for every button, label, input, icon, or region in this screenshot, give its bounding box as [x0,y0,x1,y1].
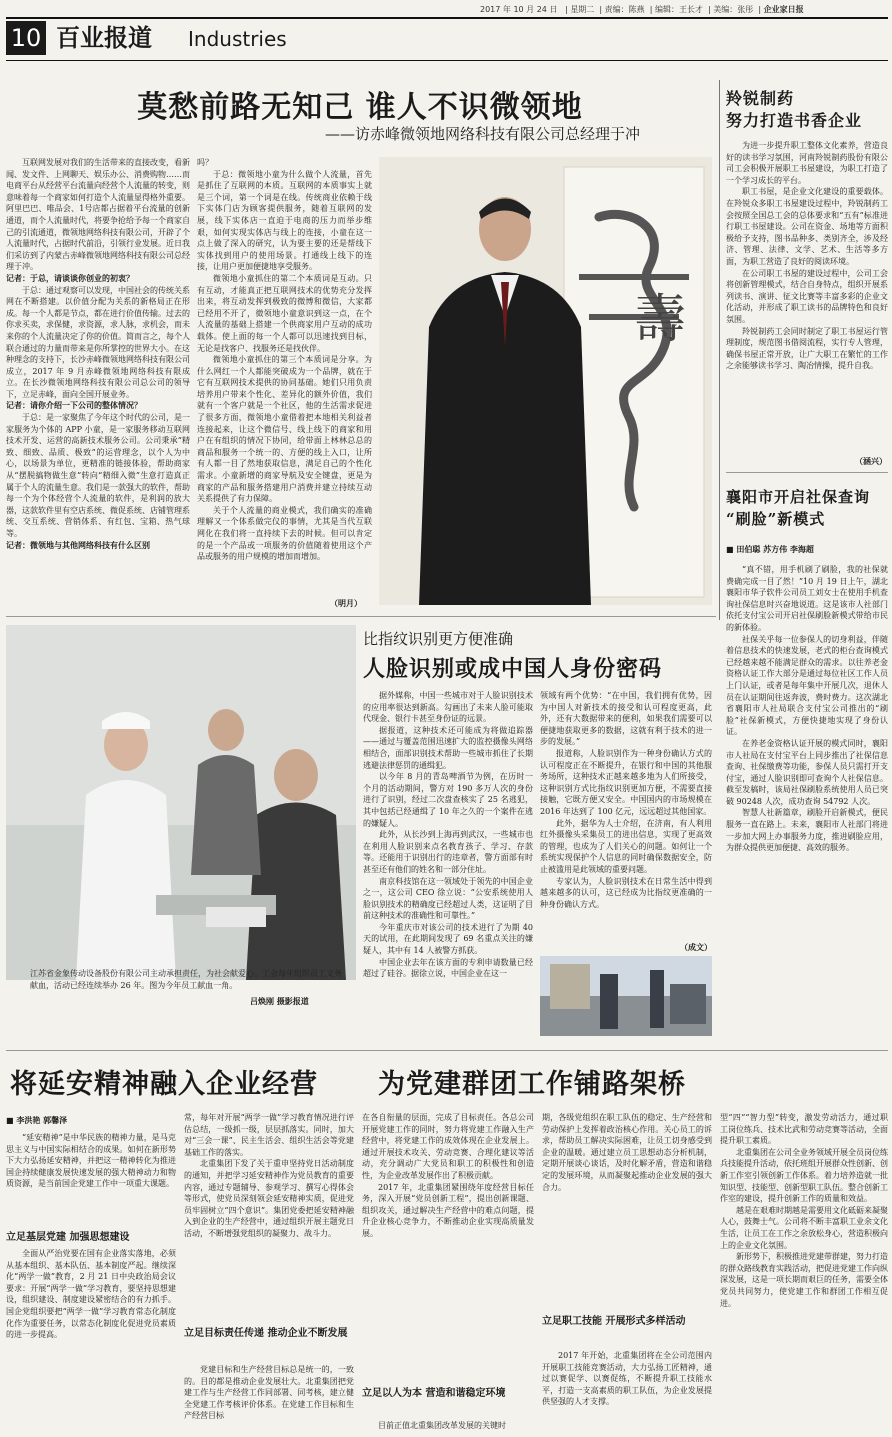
paragraph: 为进一步提升职工整体文化素养，营造良好的读书学习氛围，河南羚锐制药股份有限公司工会积极开展职工书屋建设，为职工打造了一个学习成长的平台。 [726,141,888,185]
paper-name: 企业家日报 [763,5,804,14]
page-number: 10 [6,21,46,55]
blood-donation-illustration [6,625,356,980]
paragraph: 在各自衔量的层面，完成了目标责任。各总公司开展党建工作的同时，努力将党建工作融入生产经营中，将党建工作的成效体现在企业发展上。通过开展技术攻关、劳动竞赛、合理化建议等活动，充分调动广大党员和职工的积极性和创造性，为企业改革发展作出了积极贡献。 [362,1113,534,1180]
article3-col2-body2 [184,1364,354,1434]
article1-source: （明月） [330,598,362,608]
paragraph: 目前正值北重集团改革发展的关键时 [378,1421,506,1430]
article2-source: （成文） [680,942,712,952]
sidebar1-title-line1: 羚锐制药 [726,89,795,108]
paragraph: 微领地小童抓住的第二个本质词是互动。只有互动，才能真正把互联网技术的优势充分发挥出来，将互动发挥到极致的微博和微信，大家都已经用不开了，微领地小童意识到这一点，在个人流量的基础上搭建一个供商家用户互动的成功载体。使上面的每一个人都可以迅速找到目标，无论是找客户、找服务还是找伙伴。 [197,273,372,353]
paragraph: 越是在艰难时期越是需要用文化砥砺来凝聚人心，鼓舞士气。公司将不断丰富职工业余文化生活，让员工在工作之余放松身心，营造积极向上的企业文化氛围。 [720,1205,888,1250]
paragraph: 此外，据华为人士介绍，在济南，有人利用红外摄像头采集员工的进出信息，实现了更高效的管理，也成为了人们关心的问题。如何让一个系统实现保护个人信息的同时确保数据安全，防止被滥用是此领域的重要问题。 [540,818,712,874]
article4-col1-end [362,1420,534,1434]
paragraph: 在公司职工书屋的建设过程中，公司工会将创新管理模式，结合自身特点，组织开展系列读书、演讲、征文比赛等丰富多彩的企业文化活动，并形成了职工读书的品牌特色和良好氛围。 [726,268,888,324]
paragraph: 南京科技馆在这一领域处于领先的中国企业之一，这公司 CEO 徐立说：“公安系统使用人脸识别技术的精确度已经超过人类，这证明了目前这种技术的准确性和可靠性。” [363,876,533,921]
paragraph: 互联网发展对我们的生活带来的直接改变，看新闻、发文件、上网聊天、娱乐办公、消费购物……而电商平台从经营平台流量向经营个人流量的转变，则意味着每一个商家如何打造个人流量显得格外重要。阿里巴巴、唯品会、1号店都占据着平台流量的创新通道，而个人流量时代，将要争抢给予每一个商家自己的引流通道，微领地网络科技有限公司，开辟了个人流量时代，占据时代前沿，引领行业发展。近日我们采访到了内蒙古赤峰微领地网络科技有限公司总经理于冲。 [6,158,190,272]
paragraph: 微领地小童抓住的第三个本质词是分享。为什么网红一个人都能突破成为一个品牌，就在于它有互联网技术提供的协同基础。她们只用负责培养用户带来个性化、差异化的额外价值，我们就有一个客户就是一个社区，他的生活需求促进了很多方面，微领地小童借着把本地相关利益者连接起来，让这个微信号、线上线下的商家和用户在有组织的情况下协同，给带面上林林总总的商品和服务一个统一的、方便的线上入口，让所有人都一目了然地获取信息，满足自己的个性化需求。小童新增的商家导航及安全键盘，更是为商家的产品和服务搭建用户消费并建立持续互动关系提供了有力保障。 [197,355,372,504]
article2-col1 [363,690,533,1035]
paragraph: 今年重庆市对该公司的技术进行了为期 40 天的试用，在此期间发现了 69 名重点关注的嫌疑人，其中有 14 人被警方抓获。 [363,922,533,956]
paragraph: 智慧人社新篇章，刷脸开启新模式，便民服务一直在路上。未来，襄阳市人社部门将进一步加大网上办事服务力度，推进刷脸应用，为群众提供更加便捷、高效的服务。 [726,808,888,853]
article3-byline: ■ 李洪艳 郭馨泽 [6,1116,68,1125]
section-rule [6,60,888,61]
paragraph: 常，每年对开展“两学一做”学习教育情况进行评估总结，一级抓一级，层层抓落实。同时，加大对“三会一课”、民主生活会、组织生活会等党建基础工作的落实。 [184,1113,354,1157]
paragraph: 2017 年开始，北重集团将在全公司范围内开展职工技能竞赛活动，大力弘扬工匠精神，通过以赛促学、以赛促练，不断提升职工技能水平，打造一支高素质的职工队伍，为企业发展提供坚强的人才支撑。 [542,1351,712,1407]
paragraph: 全面从严治党要在国有企业落实落地，必须从基本组织、基本队伍、基本制度严起。继续深化“两学一做”教育，2 月 21 日中央政治局会议要求：开展“两学一做”学习教育，要坚持思想建设，组织建设、制度建设紧密结合的有力抓手。国企党组织要把“两学一做”学习教育常态化制度化作为重要任务，以常态化制度化促进党员素质的进一步提高。 [6,1249,176,1340]
masthead-info: 2017 年 10 月 24 日 | 星期二 | 责编：陈燕 | 编辑：王长才 | 美编：张彤 | 企业家日报 [480,5,804,14]
sidebar2-body [726,564,888,1052]
article1-title: 莫愁前路无知己 谁人不识微领地 [137,90,583,125]
article1-col2 [197,157,372,597]
article2-kicker: 比指纹识别更方便准确 [363,630,514,648]
issue-date: 2017 年 10 月 24 日 [480,5,558,14]
sidebar1-body [726,140,888,452]
article4-col3 [720,1112,888,1434]
photo-caption: 江苏省金象传动设备股份有限公司主动承担责任，为社会献爱心。工会每年组织员工义务献血，活动已经连续举办 26 年。图为今年员工献血一角。 [30,969,342,990]
article4-col1 [362,1112,534,1378]
article3-lead [6,1132,176,1220]
blood-donation-photo [6,625,356,980]
article4-heading2: 立足职工技能 开展形式多样活动 [542,1316,686,1327]
question: 记者：于总，请谈谈你创业的初衷？ [6,272,134,283]
paragraph: 据报道，这种技术还可能成为将做追踪器——通过与覆盖范围迅速扩大的监控摄像头网络相结合，面部识别技术帮助一些城市抓住了长期逃避法律惩罚的通缉犯。 [363,725,533,770]
issue-weekday: 星期二 [570,5,595,14]
paragraph: 在养老金资格认证开展的模式同时，襄阳市人社局在支付宝平台上同步推出了社保信息查询、社保缴费等功能，参保人员只需打开支付宝，通过人脸识别即可查询个人社保信息。截至发稿时，该局社保刷脸系统使用人员已突破 90248 人次，成功查询 54792 人次。 [726,738,888,806]
question: 记者：请你介绍一下公司的整体情况？ [6,400,142,411]
sidebar1-title-line2: 努力打造书香企业 [726,111,863,130]
article2-col2 [540,690,712,942]
paragraph: 型“四”“智力型”转变，激发劳动活力，通过职工岗位练兵、技术比武和劳动竞赛等活动，全面提升职工素质。 [720,1113,888,1146]
column-divider [719,80,720,620]
calligraphy-signature: 壽 [634,290,687,350]
street-scene-illustration [540,956,712,1036]
paragraph: 2017 年，北重集团紧围绕年度经营目标任务，深入开展“党员创新工程”，提出创新课题、组织攻关，通过解决生产经营中的难点问题，提升企业核心竞争力，不断推动企业实现高质量发展。 [362,1182,534,1238]
sidebar2-title-line1: 襄阳市开启社保查询 [726,488,871,506]
paragraph: 北重集团在公司全业务领域开展全员岗位练兵技能提升活动，依托班组开展群众性创新、创新工作室引领创新工作体系。着力培养造就一批知识型、技能型、创新型职工队伍。整合创新工作室的建设，提升创新工作的质量和效益。 [720,1147,888,1204]
portrait-photo [379,157,712,605]
photo-credit: 吕焕刚 摄影报道 [250,996,309,1006]
article3-col1-body [6,1248,176,1433]
masthead-rule [6,17,888,19]
section-title-en: Industries [188,27,287,51]
paragraph: 北重集团下发了关于重申坚持党日活动制度的通知，并把学习延安精神作为党员教育的重要内容，通过专题辅导、参观学习、撰写心得体会等形式，使党员深刻领会延安精神实质，促进党员牢固树立“四个意识”。集团党委把延安精神融入到企业的生产经营中，通过组织开展主题党日活动，不断增强党组织的凝聚力、战斗力。 [184,1159,354,1238]
editor-label: 责编：陈燕 [604,5,645,14]
article3-heading2: 立足目标责任传递 推动企业不断发展 [184,1328,348,1339]
section-rule [6,616,716,617]
article3-col2 [184,1112,354,1317]
portrait-illustration [379,157,712,605]
paragraph: 以今年 8 月的青岛啤酒节为例，在历时一个月的活动期间，警方对 190 多万人次的身份进行了识别，经过二次盘查核实了 25 名逃犯，其中包括已经通缉了 10 年之久的一个案件在逃的嫌疑人。 [363,772,533,828]
face-recognition-photo [540,956,712,1036]
sidebar2-byline: ■ 田伯聪 苏方伟 李海超 [726,545,814,554]
paragraph: 领域有两个优势：“在中国，我们拥有优势，因为中国人对新技术的接受和认可程度更高，此外，还有大数据带来的便利，如果我们需要可以便捷地获取更多的数据，这就有利于技术的进一步的发展。” [540,691,712,747]
paragraph: 于总：是一家聚焦了今年这个时代的公司，是一家服务为个体的 APP 小童，是一家服务移动互联网技术开发、运营的高新技术服务公司。公司秉承“精致、细致、品质、极致”的运营理念，以个人为中心，以场景为单位，更精准的链接体验，帮助商家从“摆脱搞物做生意”转向“精细入微”生意打造真正属于个人的流量生意。我们是一款强大的软件，帮助每一个为个体经营个人流量的软件，是利润的放大器，这款软件里有空店系统、微促系统、店铺管理系统、交互系统、营销体系、有红包、宝箱、热气球等。 [6,413,190,538]
paragraph: 职工书屋，是企业文化建设的重要载体。在羚锐众多职工书屋建设过程中，羚锐制药工会按照全国总工会的总体要求和“五有”标准进行职工书屋建设。公司在资金、场地等方面积极给予支持，图书品种多、类别齐全，涉及经济、管理、法律、文学、艺术、生活等多方面，为职工营造了良好的阅读环境。 [726,187,888,266]
paragraph: 此外，从长沙到上海再到武汉，一些城市也在利用人脸识别来点名教育孩子、学习、存款等。还能用于识别出行的违章者，警方面部有时甚至还有他们的姓名和一部分住址。 [363,830,533,874]
sidebar-rule [726,472,888,473]
paragraph: 中国企业去年在该方面的专利申请数量已经超过了硅谷。据徐立说，中国企业在这一 [363,957,533,979]
paragraph: 新形势下，积极推进党建带群建，努力打造的群众路线教育实践活动，把促进党建工作向纵深发展，这是一项长期而艰巨的任务，需要全体党员共同努力，使党建工作和群团工作相互促进。 [720,1252,888,1308]
article1-subtitle: ——访赤峰微领地网络科技有限公司总经理于冲 [324,125,640,143]
paragraph: “延安精神”是中华民族的精神力量，是马克思主义与中国实际相结合的成果。如何在新形势下大力弘扬延安精神，并把这一精神转化为推进国企持续健康发展快速发展的强大精神动力和物质资源，是当前国企党建工作中一项重大课题。 [6,1133,176,1189]
question: 记者：微领地与其他网络科技有什么区别 [6,539,150,550]
paragraph: 关于个人流量的商业模式，我们确实的准确理解又一个体系做完仪的事情，尤其是当代互联网化在我们将一直持续下去的时候。但可以肯定的是一个产品或一项服务的价值随着使用这个产品或服务的用户规模的增加而增加。 [197,505,372,562]
article2-title: 人脸识别或成中国人身份密码 [363,656,663,682]
article4-title: 为党建群团工作铺路架桥 [378,1069,686,1100]
article4-col2-body2 [542,1350,712,1434]
paragraph: 于总：通过观察可以发现，中国社会的传统关系网在不断搭建。以价值分配为关系的新格局正在形成。每一个人都是节点，都在进行价值传输。过去的你求买卖，求保健，求资源，求人脉，求机会，而未来你的个人流量决定了你的价值。简而言之，每个人联合通过的力量而带来是你所掌控的世界大小。在这种理念的支持下，长沙赤峰微领地网络科技有限公司成立，2017 年 9 月赤峰微领地网络科技有限成立。在长沙微领地网络科技有限公司总公司的领导下，立足赤峰，面向全国开展业务。 [6,285,190,399]
sidebar1-source: （涵兴） [855,456,887,466]
paragraph: 据外媒称，中国一些城市对于人脸识别技术的应用率很达到新高。勾画出了未来人脸可能取代现金、银行卡甚至身份证的远景。 [363,691,533,724]
paragraph: 于总：微领地小童为什么做个人流量，首先是抓住了互联网的本质。互联网的本质事实上就是三个词，第一个词是在线。传统商业依赖于线下实体门店为顾客提供服务，随着互联网的发展，线下实体店一直迫于电商的压力而举步维艰，如何实现实体店与线上的连接，小童在这一点上做了深入的研究，认为要主要的还是帮线下实体找到用户的使用场景。打通线上线下的连接，让用户更加便捷地享受服务。 [197,169,372,272]
article4-heading1: 立足以人为本 营造和谐稳定环境 [362,1388,506,1399]
paragraph: 期，各级党组织在职工队伍的稳定、生产经营和劳动保护上发挥着政治核心作用。关心员工的诉求，帮助员工解决实际困难，让员工切身感受到企业的温暖。通过建立员工思想动态分析机制，定期开展谈心谈话，及时化解矛盾，营造和谐稳定的发展环境，从而凝聚起推动企业发展的强大合力。 [542,1113,712,1192]
paragraph: 吗？ [197,158,213,167]
proof-label: 编辑：王长才 [654,5,703,14]
paragraph: 社保关乎每一位参保人的切身利益，伴随着信息技术的快速发展，老式的柜台查询模式已经越来越不能满足群众的需求。以往养老金资格认证工作大部分是通过每位社区工作人员上门认证，或者是每年集中开展几次，退休人员在认证期间往返奔波，费时费力。这次湖北省襄阳市人社局联合支付宝公司推出的“刷脸”社保新模式，方便快捷地实现了身份认证。 [726,634,888,737]
article3-title: 将延安精神融入企业经营 [10,1069,318,1100]
paragraph: 报道称，人脸识别作为一种身份确认方式的认可程度正在不断提升，在银行和中国的其他服务场所，这种技术正越来越多地为人们所接受，这种识别方式比指纹识别更加方便，不需要直接接触，它既方便又安全。中国国内的市场规模在 2016 年达到了 100 亿元，远远超过其他国家。 [540,748,712,816]
sidebar2-title-line2: “刷脸”新模式 [726,510,826,528]
paragraph: 专家认为，人脸识别技术在日常生活中得到越来越多的认可，这已经成为比指纹更准确的一种身份确认方式。 [540,876,712,909]
article3-heading1: 立足基层党建 加强思想建设 [6,1232,130,1243]
paragraph: 党建目标和生产经营目标总是统一的，一致的。目的都是推动企业发展壮大。北重集团把党建工作与生产经营工作同部署、同考核，建立健全党建工作考核评价体系。在党建工作目标和生产经营目标 [184,1365,354,1421]
section-title-cn: 百业报道 [56,24,152,52]
section-rule [6,1050,888,1051]
design-label: 美编：张彤 [713,5,754,14]
article1-col1 [6,157,190,609]
paragraph: “真不错，用手机刷了刷脸，我的社保就费确完成一目了然！”10 月 19 日上午，湖北襄阳市华子软件公司员工刘女士在使用手机查询社保信息时兴奋地说道。这是该市人社部门依托支付宝公司开启社保刷脸新模式带给市民的新体验。 [726,565,888,632]
article4-col2 [542,1112,712,1308]
paragraph: 羚锐制药工会同时制定了职工书屋运行管理制度，规范图书借阅流程，实行专人管理，确保书屋正常开放，让广大职工在繁忙的工作之余能够读书学习、陶冶情操，提升自我。 [726,326,888,371]
